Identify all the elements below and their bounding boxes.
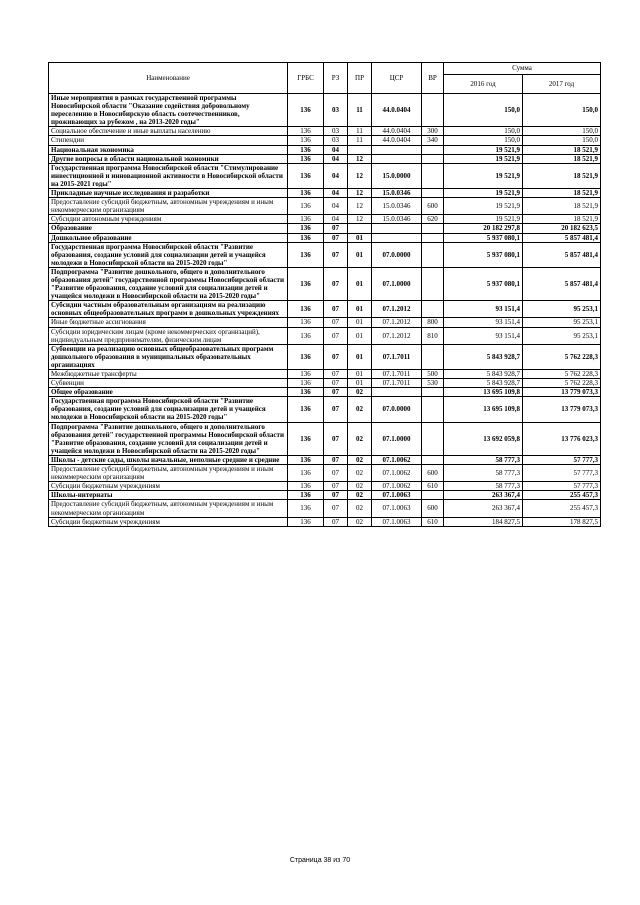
- cell-csr: 07.1.0063: [372, 500, 422, 517]
- table-row: [49, 422, 601, 455]
- cell-sum-2016: 19 521,9: [444, 189, 523, 198]
- cell-name: Другие вопросы в области национальной экономики: [49, 154, 288, 163]
- cell-csr: 07.1.2012: [372, 318, 422, 327]
- table-row: [49, 189, 601, 198]
- cell-name: Предоставление субсидий бюджетным, автономным учреждениям и иным некоммерческим организациям: [49, 500, 288, 517]
- cell-rz: 04: [324, 154, 348, 163]
- cell-name: Школы-интернаты: [49, 491, 288, 500]
- cell-sum-2017: 255 457,3: [523, 491, 601, 500]
- table-row: [49, 388, 601, 397]
- cell-grbs: 136: [288, 127, 324, 136]
- cell-name: Стипендии: [49, 136, 288, 145]
- header-csr: ЦСР: [372, 63, 422, 94]
- cell-sum-2017: 95 253,1: [523, 327, 601, 344]
- table-row: [49, 163, 601, 188]
- cell-rz: 04: [324, 189, 348, 198]
- table-row: [49, 344, 601, 369]
- header-vr: ВР: [422, 63, 444, 94]
- table-row: [49, 154, 601, 163]
- header-grbs: ГРБС: [288, 63, 324, 94]
- cell-grbs: 136: [288, 491, 324, 500]
- cell-name: Подпрограмма "Развитие дошкольного, общего и дополнительного образования детей" государственной программы Новосибирской области "Развитие образования, создание условий для социализации детей и учащейся молодежи в Новосибирской области на 2015-2020 годы": [49, 422, 288, 455]
- cell-csr: 44.0.0404: [372, 94, 422, 127]
- table-row: [49, 455, 601, 464]
- cell-sum-2016: 5 843 928,7: [444, 379, 523, 388]
- cell-sum-2017: 18 521,9: [523, 154, 601, 163]
- cell-rz: 04: [324, 145, 348, 154]
- cell-vr: 620: [422, 215, 444, 224]
- cell-sum-2017: 5 762 228,3: [523, 370, 601, 379]
- cell-pr: 02: [348, 397, 372, 422]
- cell-csr: 07.1.7011: [372, 370, 422, 379]
- cell-sum-2016: 150,0: [444, 94, 523, 127]
- document-page: [48, 62, 600, 527]
- cell-csr: 15.0.0346: [372, 198, 422, 215]
- cell-sum-2016: 58 777,3: [444, 482, 523, 491]
- cell-sum-2017: 5 857 481,4: [523, 233, 601, 242]
- cell-sum-2017: 95 253,1: [523, 318, 601, 327]
- cell-sum-2017: 57 777,3: [523, 465, 601, 482]
- cell-pr: 01: [348, 318, 372, 327]
- cell-rz: 07: [324, 233, 348, 242]
- cell-grbs: 136: [288, 422, 324, 455]
- cell-sum-2016: 13 695 109,8: [444, 388, 523, 397]
- cell-pr: 02: [348, 388, 372, 397]
- cell-sum-2016: 19 521,9: [444, 154, 523, 163]
- cell-pr: 01: [348, 344, 372, 369]
- cell-sum-2017: 150,0: [523, 136, 601, 145]
- table-row: [49, 301, 601, 318]
- table-row: [49, 327, 601, 344]
- cell-grbs: 136: [288, 136, 324, 145]
- cell-csr: 07.1.2012: [372, 301, 422, 318]
- cell-csr: [372, 233, 422, 242]
- cell-grbs: 136: [288, 242, 324, 267]
- cell-name: Иные бюджетные ассигнования: [49, 318, 288, 327]
- cell-rz: 07: [324, 422, 348, 455]
- cell-vr: [422, 242, 444, 267]
- cell-sum-2017: 150,0: [523, 94, 601, 127]
- cell-grbs: 136: [288, 388, 324, 397]
- cell-sum-2017: 18 521,9: [523, 163, 601, 188]
- cell-csr: 07.1.7011: [372, 344, 422, 369]
- cell-name: Образование: [49, 224, 288, 233]
- cell-vr: 810: [422, 327, 444, 344]
- cell-name: Субсидии бюджетным учреждениям: [49, 482, 288, 491]
- cell-vr: [422, 154, 444, 163]
- cell-sum-2016: 5 937 080,1: [444, 267, 523, 300]
- cell-vr: 600: [422, 465, 444, 482]
- cell-sum-2016: 5 843 928,7: [444, 370, 523, 379]
- cell-pr: 12: [348, 215, 372, 224]
- cell-pr: 02: [348, 491, 372, 500]
- table-row: [49, 267, 601, 300]
- cell-grbs: 136: [288, 198, 324, 215]
- cell-sum-2016: 58 777,3: [444, 465, 523, 482]
- cell-sum-2016: 5 937 080,1: [444, 242, 523, 267]
- cell-sum-2017: 150,0: [523, 127, 601, 136]
- cell-rz: 07: [324, 327, 348, 344]
- cell-grbs: 136: [288, 465, 324, 482]
- cell-sum-2016: 13 695 109,8: [444, 397, 523, 422]
- cell-grbs: 136: [288, 455, 324, 464]
- cell-rz: 07: [324, 224, 348, 233]
- cell-csr: 07.1.0000: [372, 267, 422, 300]
- cell-rz: 04: [324, 163, 348, 188]
- cell-pr: 01: [348, 233, 372, 242]
- cell-sum-2017: 57 777,3: [523, 482, 601, 491]
- cell-rz: 07: [324, 397, 348, 422]
- cell-rz: 03: [324, 127, 348, 136]
- cell-rz: 07: [324, 455, 348, 464]
- table-row: [49, 517, 601, 526]
- cell-sum-2017: 255 457,3: [523, 500, 601, 517]
- table-row: [49, 482, 601, 491]
- cell-rz: 07: [324, 370, 348, 379]
- cell-name: Государственная программа Новосибирской области "Развитие образования, создание условий для социализации детей и учащейся молодежи в Новосибирской области на 2015-2020 годы": [49, 242, 288, 267]
- cell-vr: 610: [422, 482, 444, 491]
- header-name: Наименование: [49, 63, 288, 94]
- budget-table: [48, 62, 601, 527]
- cell-name: Субсидии автономным учреждениям: [49, 215, 288, 224]
- cell-name: Государственная программа Новосибирской области "Стимулирование инвестиционной и инновационной активности в Новосибирской области на 2015-2021 годы": [49, 163, 288, 188]
- cell-grbs: 136: [288, 145, 324, 154]
- cell-sum-2016: 5 937 080,1: [444, 233, 523, 242]
- cell-name: Прикладные научные исследования и разработки: [49, 189, 288, 198]
- table-row: [49, 397, 601, 422]
- cell-sum-2017: 18 521,9: [523, 215, 601, 224]
- cell-sum-2017: 13 779 073,3: [523, 397, 601, 422]
- header-year-2017: 2017 год: [523, 75, 601, 94]
- cell-vr: [422, 397, 444, 422]
- table-row: [49, 127, 601, 136]
- cell-grbs: 136: [288, 154, 324, 163]
- cell-rz: 07: [324, 491, 348, 500]
- cell-name: Государственная программа Новосибирской области "Развитие образования, создание условий для социализации детей и учащейся молодежи в Новосибирской области на 2015-2020 годы": [49, 397, 288, 422]
- cell-sum-2017: 18 521,9: [523, 145, 601, 154]
- cell-pr: 02: [348, 465, 372, 482]
- cell-rz: 07: [324, 267, 348, 300]
- cell-sum-2016: 150,0: [444, 127, 523, 136]
- cell-rz: 07: [324, 301, 348, 318]
- table-body: [49, 94, 601, 527]
- cell-name: Субвенции: [49, 379, 288, 388]
- cell-name: Подпрограмма "Развитие дошкольного, общего и дополнительного образования детей" государственной программы Новосибирской области "Развитие образования, создание условий для социализации детей и учащейся молодежи в Новосибирской области на 2015-2020 годы": [49, 267, 288, 300]
- cell-csr: [372, 224, 422, 233]
- table-row: [49, 198, 601, 215]
- cell-csr: 07.0.0000: [372, 242, 422, 267]
- cell-vr: [422, 163, 444, 188]
- cell-name: Межбюджетные трансферты: [49, 370, 288, 379]
- cell-rz: 07: [324, 517, 348, 526]
- cell-sum-2017: 5 762 228,3: [523, 379, 601, 388]
- cell-sum-2016: 150,0: [444, 136, 523, 145]
- table-row: [49, 145, 601, 154]
- cell-grbs: 136: [288, 500, 324, 517]
- cell-sum-2016: 19 521,9: [444, 215, 523, 224]
- cell-csr: [372, 154, 422, 163]
- cell-rz: 03: [324, 136, 348, 145]
- table-row: [49, 318, 601, 327]
- cell-grbs: 136: [288, 397, 324, 422]
- cell-vr: [422, 94, 444, 127]
- cell-rz: 03: [324, 94, 348, 127]
- cell-csr: 07.1.0063: [372, 491, 422, 500]
- cell-name: Социальное обеспечение и иные выплаты населению: [49, 127, 288, 136]
- cell-name: Школы - детские сады, школы начальные, неполные средние и средние: [49, 455, 288, 464]
- cell-pr: 01: [348, 327, 372, 344]
- cell-grbs: 136: [288, 344, 324, 369]
- cell-grbs: 136: [288, 517, 324, 526]
- cell-grbs: 136: [288, 163, 324, 188]
- cell-csr: [372, 145, 422, 154]
- cell-sum-2016: 184 827,5: [444, 517, 523, 526]
- cell-rz: 07: [324, 318, 348, 327]
- cell-name: Общее образование: [49, 388, 288, 397]
- cell-pr: 11: [348, 136, 372, 145]
- cell-pr: 01: [348, 301, 372, 318]
- cell-vr: [422, 491, 444, 500]
- cell-name: Предоставление субсидий бюджетным, автономным учреждениям и иным некоммерческим организациям: [49, 198, 288, 215]
- cell-name: Национальная экономика: [49, 145, 288, 154]
- cell-grbs: 136: [288, 482, 324, 491]
- cell-grbs: 136: [288, 318, 324, 327]
- cell-sum-2016: 93 151,4: [444, 327, 523, 344]
- cell-sum-2016: 93 151,4: [444, 318, 523, 327]
- cell-grbs: 136: [288, 224, 324, 233]
- cell-sum-2017: 5 857 481,4: [523, 267, 601, 300]
- cell-vr: [422, 267, 444, 300]
- header-year-2016: 2016 год: [444, 75, 523, 94]
- cell-vr: 610: [422, 517, 444, 526]
- header-rz: РЗ: [324, 63, 348, 94]
- cell-grbs: 136: [288, 370, 324, 379]
- cell-sum-2017: 20 182 623,5: [523, 224, 601, 233]
- cell-vr: [422, 145, 444, 154]
- cell-csr: 15.0.0346: [372, 215, 422, 224]
- cell-sum-2016: 20 182 297,8: [444, 224, 523, 233]
- cell-vr: [422, 189, 444, 198]
- cell-csr: 07.1.0062: [372, 465, 422, 482]
- cell-grbs: 136: [288, 379, 324, 388]
- cell-name: Субвенции на реализацию основных общеобразовательных программ дошкольного образования в муниципальных образовательных организациях: [49, 344, 288, 369]
- cell-sum-2016: 19 521,9: [444, 145, 523, 154]
- cell-sum-2017: 5 762 228,3: [523, 344, 601, 369]
- cell-vr: 600: [422, 198, 444, 215]
- cell-grbs: 136: [288, 215, 324, 224]
- cell-sum-2016: 5 843 928,7: [444, 344, 523, 369]
- cell-grbs: 136: [288, 267, 324, 300]
- cell-grbs: 136: [288, 189, 324, 198]
- header-pr: ПР: [348, 63, 372, 94]
- cell-pr: 11: [348, 94, 372, 127]
- cell-sum-2016: 93 151,4: [444, 301, 523, 318]
- cell-sum-2017: 5 857 481,4: [523, 242, 601, 267]
- table-row: [49, 233, 601, 242]
- cell-csr: 15.0.0346: [372, 189, 422, 198]
- cell-pr: [348, 224, 372, 233]
- cell-pr: 12: [348, 154, 372, 163]
- cell-name: Субсидии юридическим лицам (кроме некоммерческих организаций), индивидуальным предпринимателям, физическим лицам: [49, 327, 288, 344]
- cell-sum-2016: 58 777,3: [444, 455, 523, 464]
- cell-grbs: 136: [288, 327, 324, 344]
- table-row: [49, 136, 601, 145]
- cell-vr: 500: [422, 370, 444, 379]
- cell-csr: 07.1.0000: [372, 422, 422, 455]
- cell-pr: 02: [348, 422, 372, 455]
- cell-sum-2017: 178 827,5: [523, 517, 601, 526]
- cell-pr: [348, 145, 372, 154]
- cell-rz: 07: [324, 465, 348, 482]
- cell-csr: 07.1.0062: [372, 482, 422, 491]
- cell-name: Субсидии бюджетным учреждениям: [49, 517, 288, 526]
- cell-vr: 800: [422, 318, 444, 327]
- cell-sum-2017: 13 779 073,3: [523, 388, 601, 397]
- cell-grbs: 136: [288, 94, 324, 127]
- cell-csr: 07.1.0062: [372, 455, 422, 464]
- cell-name: Субсидии частным образовательным организациям на реализацию основных общеобразовательных программ в дошкольных учреждениях: [49, 301, 288, 318]
- cell-name: Предоставление субсидий бюджетным, автономным учреждениям и иным некоммерческим организациям: [49, 465, 288, 482]
- cell-sum-2016: 263 367,4: [444, 491, 523, 500]
- cell-vr: 340: [422, 136, 444, 145]
- cell-pr: 02: [348, 482, 372, 491]
- cell-vr: [422, 388, 444, 397]
- cell-sum-2016: 13 692 059,8: [444, 422, 523, 455]
- cell-vr: [422, 344, 444, 369]
- table-row: [49, 491, 601, 500]
- page-footer: Страница 38 из 70: [289, 857, 351, 864]
- cell-vr: [422, 301, 444, 318]
- cell-rz: 07: [324, 344, 348, 369]
- cell-sum-2017: 18 521,9: [523, 189, 601, 198]
- cell-sum-2016: 19 521,9: [444, 163, 523, 188]
- table-row: [49, 242, 601, 267]
- cell-csr: 15.0.0000: [372, 163, 422, 188]
- cell-rz: 07: [324, 242, 348, 267]
- cell-pr: 12: [348, 163, 372, 188]
- cell-rz: 07: [324, 388, 348, 397]
- cell-pr: 12: [348, 189, 372, 198]
- cell-sum-2016: 19 521,9: [444, 198, 523, 215]
- cell-csr: [372, 388, 422, 397]
- cell-pr: 01: [348, 370, 372, 379]
- table-row: [49, 379, 601, 388]
- cell-csr: 44.0.0404: [372, 127, 422, 136]
- cell-pr: 01: [348, 267, 372, 300]
- cell-sum-2017: 95 253,1: [523, 301, 601, 318]
- cell-vr: 600: [422, 500, 444, 517]
- cell-pr: 11: [348, 127, 372, 136]
- cell-csr: 44.0.0404: [372, 136, 422, 145]
- cell-pr: 01: [348, 242, 372, 267]
- cell-rz: 07: [324, 500, 348, 517]
- cell-vr: 530: [422, 379, 444, 388]
- cell-name: Дошкольное образование: [49, 233, 288, 242]
- cell-rz: 04: [324, 198, 348, 215]
- cell-rz: 07: [324, 379, 348, 388]
- table-row: [49, 94, 601, 127]
- table-row: [49, 215, 601, 224]
- header-sum: Сумма: [444, 63, 601, 75]
- table-row: [49, 465, 601, 482]
- cell-pr: 02: [348, 500, 372, 517]
- cell-rz: 04: [324, 215, 348, 224]
- cell-vr: [422, 455, 444, 464]
- cell-rz: 07: [324, 482, 348, 491]
- table-row: [49, 500, 601, 517]
- table-row: [49, 224, 601, 233]
- cell-sum-2017: 57 777,3: [523, 455, 601, 464]
- cell-pr: 02: [348, 517, 372, 526]
- cell-sum-2016: 263 367,4: [444, 500, 523, 517]
- cell-sum-2017: 13 776 023,3: [523, 422, 601, 455]
- cell-csr: 07.1.2012: [372, 327, 422, 344]
- cell-csr: 07.0.0000: [372, 397, 422, 422]
- cell-vr: [422, 224, 444, 233]
- cell-grbs: 136: [288, 301, 324, 318]
- cell-grbs: 136: [288, 233, 324, 242]
- cell-vr: 300: [422, 127, 444, 136]
- cell-csr: 07.1.0063: [372, 517, 422, 526]
- table-row: [49, 370, 601, 379]
- cell-sum-2017: 18 521,9: [523, 198, 601, 215]
- cell-pr: 02: [348, 455, 372, 464]
- cell-pr: 01: [348, 379, 372, 388]
- cell-csr: 07.1.7011: [372, 379, 422, 388]
- cell-vr: [422, 422, 444, 455]
- cell-pr: 12: [348, 198, 372, 215]
- cell-name: Иные мероприятия в рамках государственной программы Новосибирской области "Оказание содействия добровольному переселению в Новосибирскую область соотечественников, проживающих за рубежом , на 2013-2020 годы": [49, 94, 288, 127]
- cell-vr: [422, 233, 444, 242]
